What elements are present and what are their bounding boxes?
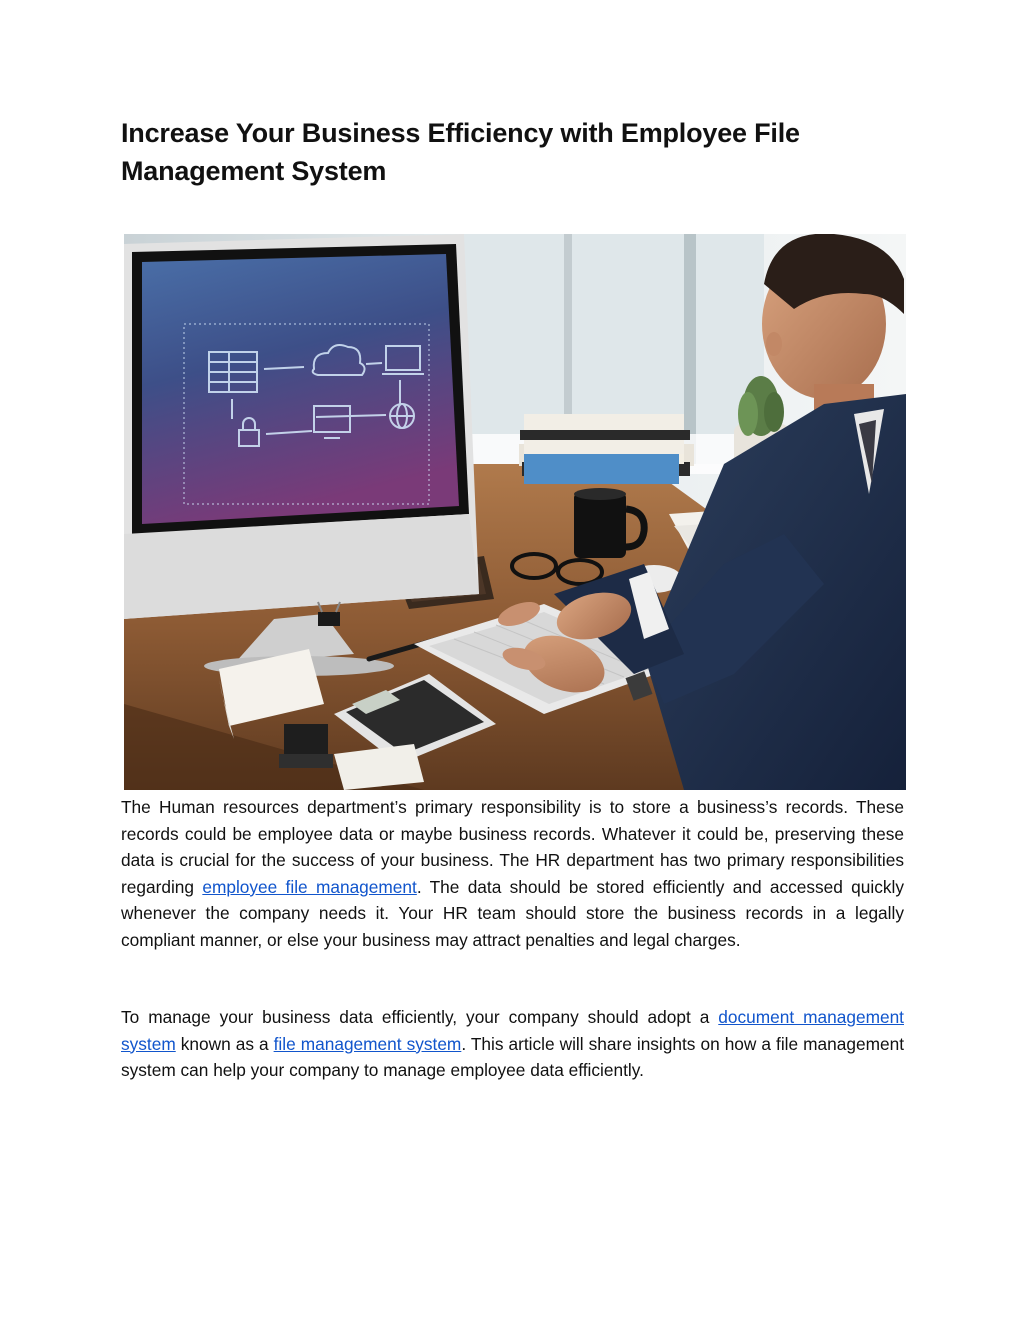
employee-file-management-link[interactable]: employee file management: [202, 876, 417, 897]
intro-paragraph: [121, 794, 904, 954]
office-photo: [124, 234, 906, 790]
hero-image: [124, 234, 906, 790]
paragraph1-text-before-link: The Human resources department’s primary responsibility is to store a business’s records. These records could be employee data or maybe business records. Whatever it could be, preserving these data is crucial for the success of your business. The HR department has two primary responsibilities regarding: [121, 797, 904, 897]
paragraph2-text-between-links: known as a: [175, 1033, 274, 1054]
page-title: Increase Your Business Efficiency with Employee File Management System: [121, 118, 800, 186]
second-paragraph: [121, 1004, 904, 1084]
file-management-system-link[interactable]: file management system: [273, 1033, 462, 1054]
document-management-system-link[interactable]: document management system: [121, 1007, 904, 1054]
paragraph2-text-after-link: . This article will share insights on how a file management system can help your company to manage employee data efficiently.: [121, 1033, 904, 1081]
paragraph1-text-after-link: . The data should be stored efficiently and accessed quickly whenever the company needs it. Your HR team should store the business records in a legally compliant manner, or else your business may attract penalties and legal charges.: [121, 876, 904, 950]
paragraph2-text-before-link: To manage your business data efficiently, your company should adopt a: [121, 1007, 719, 1027]
